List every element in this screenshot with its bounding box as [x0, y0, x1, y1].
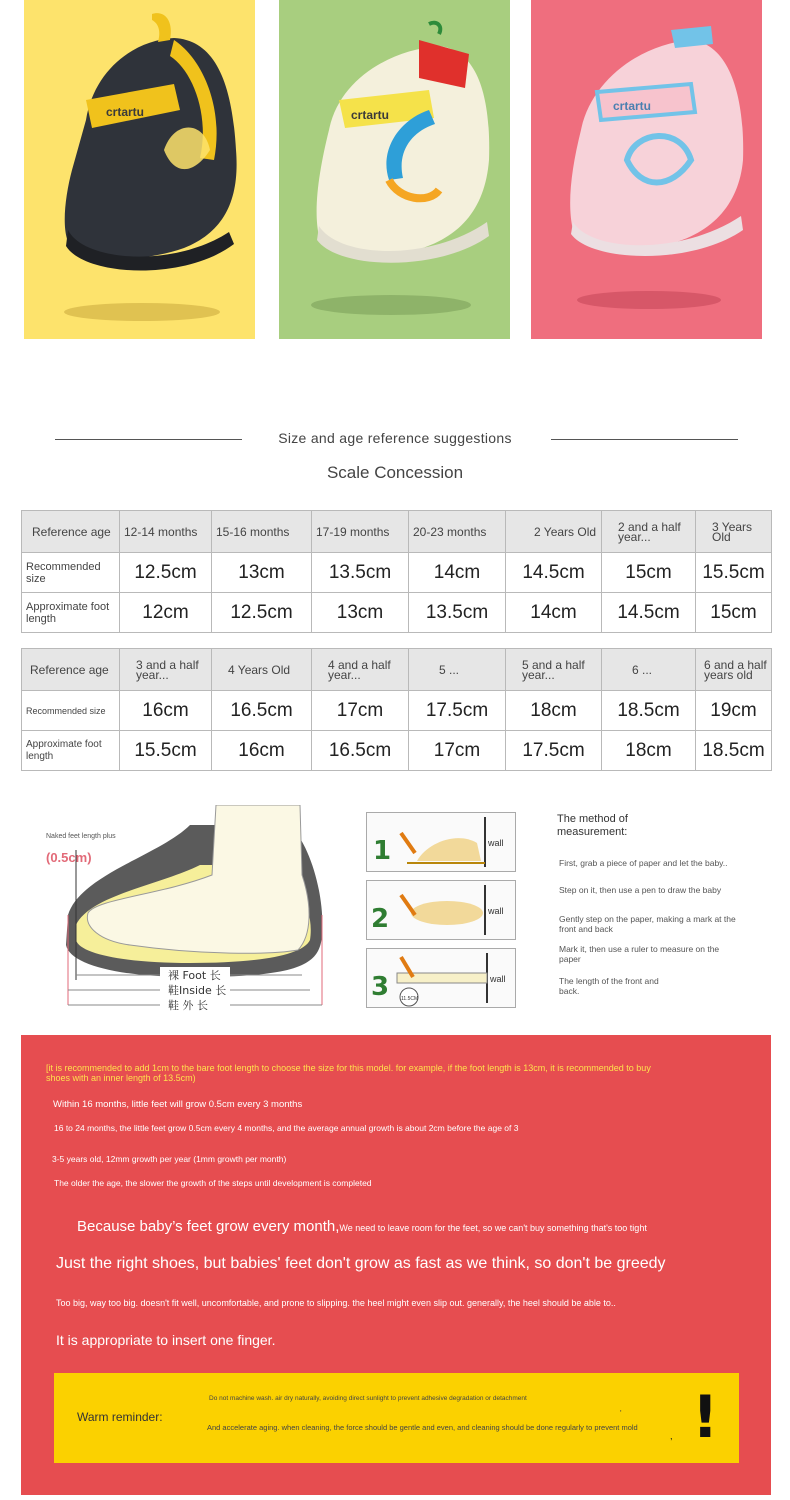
- size-cell: 16cm: [120, 691, 212, 731]
- wall-label: wall: [488, 906, 504, 916]
- size-table-1: [21, 510, 772, 633]
- because-big-text: Because baby’s feet grow every month,: [77, 1218, 340, 1235]
- table-row: [22, 593, 772, 633]
- method-step-2: Step on it, then use a pen to draw the baby: [559, 885, 722, 895]
- step-number: 3: [371, 972, 390, 1002]
- naked-feet-label: Naked feet length plus: [46, 833, 116, 840]
- shoe-brand-label: crtartu: [106, 105, 145, 119]
- foot-cell: 13cm: [312, 593, 409, 633]
- age-cell: 20-23 months: [409, 511, 506, 553]
- step-2-panel: [366, 880, 516, 940]
- foot-cell: 16cm: [212, 731, 312, 771]
- reference-age-label: Reference age: [22, 649, 120, 691]
- because-small-text: We need to leave room for the feet, so we can't buy something that's too tight: [339, 1223, 647, 1233]
- foot-cell: 14cm: [506, 593, 602, 633]
- size-cell: 17.5cm: [409, 691, 506, 731]
- outside-length-text: 鞋 外 长: [168, 999, 208, 1012]
- reference-age-label: Reference age: [22, 511, 120, 553]
- section-subtitle: Scale Concession: [326, 463, 464, 482]
- table-header-row: [22, 649, 772, 691]
- because-text: [77, 1218, 647, 1235]
- plus-length-label: (0.5cm): [46, 850, 92, 865]
- growth-text-4: The older the age, the slower the growth of the steps until development is completed: [54, 1178, 372, 1188]
- method-step-3: Gently step on the paper, making a mark at the front and back: [559, 914, 736, 934]
- age-cell: 3 and a half year...: [120, 649, 212, 691]
- foot-cell: 12.5cm: [212, 593, 312, 633]
- foot-cell: 17cm: [409, 731, 506, 771]
- size-cell: 18cm: [506, 691, 602, 731]
- measurement-steps: [366, 812, 516, 1010]
- ruler-mark: 11.5CM: [401, 996, 419, 1002]
- inside-length-text: 鞋Inside 长: [168, 984, 227, 997]
- product-image-green: [279, 0, 510, 339]
- exclamation-icon: !: [692, 1383, 719, 1451]
- age-cell: 3 Years Old: [696, 511, 772, 553]
- wall-label: wall: [488, 838, 504, 848]
- foot-cell: 18cm: [602, 731, 696, 771]
- size-cell: 12.5cm: [120, 553, 212, 593]
- shoe-brand-label: crtartu: [613, 99, 652, 113]
- size-cell: 15cm: [602, 553, 696, 593]
- foot-cell: 18.5cm: [696, 731, 772, 771]
- age-cell: 2 and a half year...: [602, 511, 696, 553]
- size-cell: 18.5cm: [602, 691, 696, 731]
- foot-cell: 15.5cm: [120, 731, 212, 771]
- size-cell: 16.5cm: [212, 691, 312, 731]
- method-step-1: First, grab a piece of paper and let the baby..: [559, 858, 728, 868]
- recommended-size-label: Recommended size: [22, 553, 120, 593]
- product-image-yellow: [24, 0, 255, 339]
- size-cell: 19cm: [696, 691, 772, 731]
- table-header-row: [22, 511, 772, 553]
- size-cell: 14.5cm: [506, 553, 602, 593]
- foot-cell: 14.5cm: [602, 593, 696, 633]
- age-cell: 6 and a half years old: [696, 649, 772, 691]
- age-cell: 2 Years Old: [506, 511, 602, 553]
- foot-length-text: 裸 Foot 长: [168, 969, 221, 982]
- method-step-4: Mark it, then use a ruler to measure on the paper: [559, 944, 720, 964]
- table-row: [22, 691, 772, 731]
- reminder-line-2: And accelerate aging. when cleaning, the force should be gentle and even, and cleaning should be done regularly to prevent mold: [207, 1423, 638, 1432]
- age-cell: 6 ...: [602, 649, 696, 691]
- size-cell: 13cm: [212, 553, 312, 593]
- shoe-brand-label: crtartu: [351, 108, 390, 122]
- method-step-5: The length of the front and back.: [559, 976, 659, 996]
- foot-measurement-diagram: [40, 805, 340, 1015]
- section-title: Size and age reference suggestions: [278, 430, 512, 446]
- recommend-text: [it is recommended to add 1cm to the bare foot length to choose the size for this model. for example, if the foot length is 13cm, it is recommended to buy shoes with an inner length of 13.5cm): [46, 1063, 651, 1083]
- too-big-text: Too big, way too big. doesn't fit well, uncomfortable, and prone to slipping. the heel might even slip out. generally, the heel should be able to..: [56, 1298, 616, 1308]
- step-number: 1: [373, 836, 392, 866]
- age-cell: 12-14 months: [120, 511, 212, 553]
- growth-text-3: 3-5 years old, 12mm growth per year (1mm growth per month): [52, 1154, 287, 1164]
- size-cell: 17cm: [312, 691, 409, 731]
- finger-text: It is appropriate to insert one finger.: [56, 1332, 276, 1348]
- reminder-comma: ,: [670, 1431, 673, 1441]
- age-cell: 17-19 months: [312, 511, 409, 553]
- foot-cell: 17.5cm: [506, 731, 602, 771]
- size-table-2: [21, 648, 772, 771]
- foot-cell: 12cm: [120, 593, 212, 633]
- reminder-line-1: Do not machine wash. air dry naturally, avoiding direct sunlight to prevent adhesive degradation or detachment: [209, 1395, 527, 1402]
- foot-cell: 16.5cm: [312, 731, 409, 771]
- shoe-yellow-graphic: [24, 0, 255, 339]
- foot-cell: 15cm: [696, 593, 772, 633]
- size-cell: 13.5cm: [312, 553, 409, 593]
- method-title: The method of measurement:: [557, 813, 628, 838]
- shoe-green-graphic: [279, 0, 510, 339]
- growth-text-2: 16 to 24 months, the little feet grow 0.5cm every 4 months, and the average annual growth is about 2cm before the age of 3: [54, 1123, 519, 1133]
- size-cell: 15.5cm: [696, 553, 772, 593]
- reminder-apostrophe: ': [620, 1409, 622, 1418]
- shoe-pink-graphic: [531, 0, 762, 339]
- age-cell: 4 and a half year...: [312, 649, 409, 691]
- age-cell: 15-16 months: [212, 511, 312, 553]
- foot-cell: 13.5cm: [409, 593, 506, 633]
- table-row: [22, 553, 772, 593]
- size-cell: 14cm: [409, 553, 506, 593]
- growth-notice-panel: [21, 1035, 771, 1495]
- foot-length-label: Approximate foot length: [22, 593, 120, 633]
- just-right-text: Just the right shoes, but babies' feet don't grow as fast as we think, so don't be greedy: [56, 1255, 666, 1272]
- foot-length-label: Approximate foot length: [22, 731, 120, 771]
- step-3-panel: [366, 948, 516, 1008]
- recommended-size-label: Recommended size: [22, 691, 120, 731]
- step-number: 2: [371, 904, 390, 934]
- table-row: [22, 731, 772, 771]
- step-1-panel: [366, 812, 516, 872]
- age-cell: 4 Years Old: [212, 649, 312, 691]
- age-cell: 5 ...: [409, 649, 506, 691]
- wall-label: wall: [490, 974, 506, 984]
- product-image-pink: [531, 0, 762, 339]
- warm-reminder-title: Warm reminder:: [77, 1410, 163, 1424]
- age-cell: 5 and a half year...: [506, 649, 602, 691]
- growth-text-1: Within 16 months, little feet will grow 0.5cm every 3 months: [53, 1099, 303, 1110]
- warm-reminder-box: [54, 1373, 739, 1463]
